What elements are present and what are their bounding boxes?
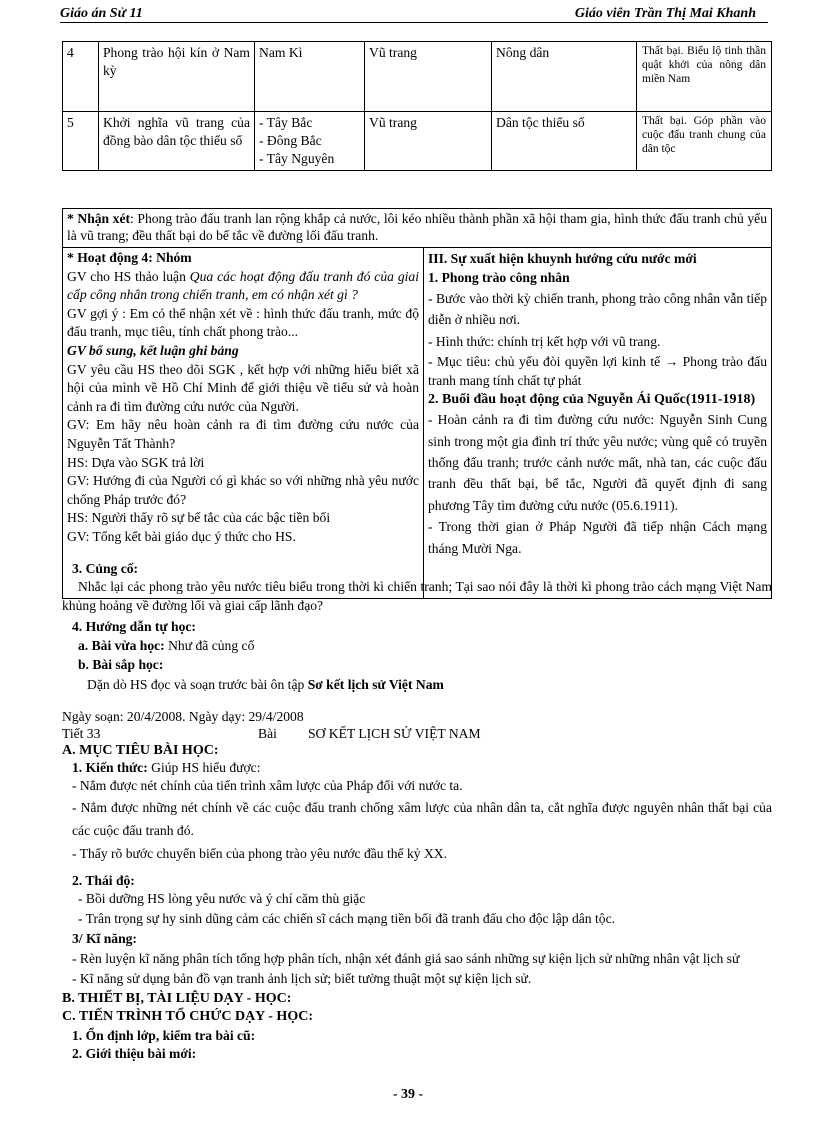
subsection-heading: 1. Phong trào công nhân: [428, 270, 570, 285]
movement-region: [255, 112, 365, 171]
movement-region: [255, 42, 365, 112]
content-paragraph: - Trong thời gian ở Pháp Người đã tiếp nhận Cách mạng tháng Mười Nga.: [428, 519, 768, 556]
objective-item: - Trân trọng sự hy sinh dũng cảm các chiến sĩ cách mạng tiền bối đã tranh đấu cho độc lập dân tộc.: [78, 911, 616, 926]
content-paragraph: - Hình thức: chính trị kết hợp với vũ trang.: [428, 333, 661, 349]
activity-paragraph: HS: Người thấy rõ sự bế tắc của các bậc tiền bối: [67, 510, 331, 526]
item-label: 1. Kiến thức:: [72, 760, 148, 775]
paragraph-text: Nhắc lại các phong trào yêu nước tiêu biểu trong thời kì chiến tranh; Tại sao nói đây là thời kì phong trào cách mạng Việt Nam khủng hoảng về đường lối và giai cấp lãnh đạo?: [62, 579, 772, 613]
item-text: Giúp HS hiểu được:: [147, 760, 261, 775]
consolidation-section: [62, 560, 772, 693]
movement-form: Vũ trang: [365, 112, 492, 171]
movements-table: [62, 41, 772, 171]
activity-table: [62, 208, 772, 599]
lesson-content: [424, 248, 772, 599]
skills-heading: 3/ Kĩ năng:: [72, 931, 137, 946]
table-row: [63, 112, 772, 171]
item-label: a. Bài vừa học:: [78, 638, 165, 653]
objective-item: - Rèn luyện kĩ năng phân tích tổng hợp phân tích, nhận xét đánh giá sao sánh những sự kiện lịch sử những nhân vật lịch sử: [72, 951, 740, 966]
note-row: [63, 209, 772, 248]
next-lesson-title: Sơ kết lịch sử Việt Nam: [307, 677, 444, 692]
activity-paragraph: GV: Hướng đi của Người có gì khác so với những nhà yêu nước chống Pháp trước đó?: [67, 473, 419, 507]
remark-label: * Nhận xét: [67, 211, 131, 226]
activity-paragraph: GV yêu cầu HS theo dõi SGK , kết hợp với những hiểu biết xã hội của mình về Hồ Chí Minh để giới thiệu về tiểu sử và hoàn cảnh ra đi tìm đường cứu nước của Người.: [67, 361, 419, 414]
movement-force: Nông dân: [492, 42, 637, 112]
movement-result: Thất bại. Biểu lộ tinh thần quật khởi của nông dân miền Nam: [637, 42, 772, 112]
region-line: - Đông Bắc: [259, 133, 322, 148]
homework-instruction: [62, 676, 772, 693]
objective-item: - Kĩ năng sử dụng bản đồ vạn tranh ảnh lịch sử; biết tường thuật một sự kiện lịch sử.: [72, 971, 532, 986]
section-heading: 3. Củng cố:: [72, 561, 139, 576]
movement-force: Dân tộc thiểu số: [492, 112, 637, 171]
row-number: 5: [63, 112, 99, 171]
section-heading: 4. Hướng dẫn tự học:: [72, 619, 196, 634]
header-teacher: Giáo viên Trần Thị Mai Khanh: [574, 6, 756, 21]
movement-form: Vũ trang: [365, 42, 492, 112]
lesson-plan: [62, 708, 772, 1062]
region-line: - Tây Bắc: [259, 115, 313, 130]
lesson-label: Bài: [258, 726, 277, 741]
item-text: Như đã củng cố: [164, 638, 255, 653]
content-paragraph: - Hoàn cảnh ra đi tìm đường cứu nước: Nguyễn Sinh Cung sinh trong một gia đình trí thức yêu nước; vùng quê có truyền thống đấu tranh; trước cảnh nước mất, nhà tan, các cuộc đấu tranh đều thất bại, bế tắc, Người đã quyết định đi sang phương Tây tìm đường cứu nước (05.6.1911).: [428, 412, 768, 513]
objective-item: - Bồi dưỡng HS lòng yêu nước và ý chí căm thù giặc: [78, 891, 366, 906]
content-paragraph: - Bước vào thời kỳ chiến tranh, phong trào công nhân vẫn tiếp diễn ở nhiều nơi.: [428, 291, 768, 328]
self-study-a: [62, 637, 772, 654]
attitude-heading: 2. Thái độ:: [72, 873, 135, 888]
activity-paragraph: HS: Dựa vào SGK trả lời: [67, 454, 205, 470]
remark-text: : Phong trào đấu tranh lan rộng khắp cả nước, lôi kéo nhiều thành phần xã hội tham gia, hình thức đấu tranh chủ yếu là vũ trang; đều thất bại do bế tắc về đường lối đấu tranh.: [67, 211, 768, 243]
content-row: [63, 248, 772, 599]
movement-name: Phong trào hội kín ở Nam kỳ: [99, 42, 255, 112]
item-text: Dặn dò HS đọc và soạn trước bài ôn tập: [87, 677, 308, 692]
objective-item: - Nắm được nét chính của tiến trình xâm lược của Pháp đối với nước ta.: [72, 778, 463, 793]
activity-text: GV cho HS thảo luận: [67, 268, 190, 284]
step-heading: 2. Giới thiệu bài mới:: [72, 1046, 197, 1061]
activity-paragraph: GV: Tổng kết bài giáo dục ý thức cho HS.: [67, 528, 296, 544]
section-a-heading: A. MỤC TIÊU BÀI HỌC:: [62, 743, 219, 758]
teacher-student-activities: [63, 248, 424, 599]
section-c-heading: C. TIẾN TRÌNH TỔ CHỨC DẠY - HỌC:: [62, 1009, 313, 1024]
activity-paragraph: [67, 268, 419, 305]
activity-paragraph: GV: Em hãy nêu hoàn cảnh ra đi tìm đường cứu nước của Nguyễn Tất Thành?: [67, 417, 419, 451]
remark: [63, 209, 772, 248]
page-number: - 39 -: [392, 1087, 424, 1102]
objective-item: - Nắm được những nét chính về các cuộc đấu tranh chống xâm lược của nhân dân ta, cắt nghĩa được nguyên nhân thất bại của các cuộc đấu tranh đó.: [72, 800, 772, 838]
region-line: - Tây Nguyên: [259, 151, 335, 166]
discussion-question: Qua các hoạt động đấu tranh đó của giai cấp công nhân trong chiến tranh, em có nhận xét gì ?: [67, 268, 419, 303]
objective-item: - Thấy rõ bước chuyển biến của phong trào yêu nước đầu thế kỷ XX.: [72, 846, 448, 861]
period-number: Tiết 33: [62, 726, 101, 741]
step-heading: 1. Ổn định lớp, kiểm tra bài cũ:: [72, 1028, 256, 1043]
consolidation-text: [62, 577, 772, 615]
lesson-title: SƠ KẾT LỊCH SỬ VIỆT NAM: [308, 726, 481, 741]
section-b-heading: B. THIẾT BỊ, TÀI LIỆU DẠY - HỌC:: [62, 991, 292, 1006]
movement-name: Khởi nghĩa vũ trang của đồng bào dân tộc thiểu số: [99, 112, 255, 171]
activity-title: * Hoạt động 4: Nhóm: [67, 250, 192, 265]
lesson-dates: Ngày soạn: 20/4/2008. Ngày dạy: 29/4/2008: [62, 709, 304, 724]
section-heading: III. Sự xuất hiện khuynh hướng cứu nước mới: [428, 251, 697, 266]
movement-result: Thất bại. Góp phần vào cuộc đấu tranh chung của dân tộc: [637, 112, 772, 171]
row-number: 4: [63, 42, 99, 112]
header-subject: Giáo án Sử 11: [60, 6, 143, 21]
region-line: Nam Kì: [259, 45, 303, 60]
content-paragraph: - Mục tiêu: chủ yếu đòi quyền lợi kinh tế → Phong trào đấu tranh mang tính chất tự phát: [428, 354, 768, 389]
knowledge-heading: [62, 759, 772, 776]
activity-paragraph: GV bổ sung, kết luận ghi bảng: [67, 342, 239, 358]
page-header: [60, 4, 756, 24]
activity-paragraph: GV gợi ý : Em có thể nhận xét về : hình thức đấu tranh, mức độ đấu tranh, mục tiêu, tính chất phong trào...: [67, 305, 419, 340]
header-rule: [60, 22, 768, 23]
subsection-heading: 2. Buổi đầu hoạt động của Nguyễn Ái Quốc(1911-1918): [428, 392, 756, 408]
table-row: [63, 42, 772, 112]
self-study-b: b. Bài sắp học:: [78, 657, 164, 672]
lesson-heading: [62, 725, 772, 742]
